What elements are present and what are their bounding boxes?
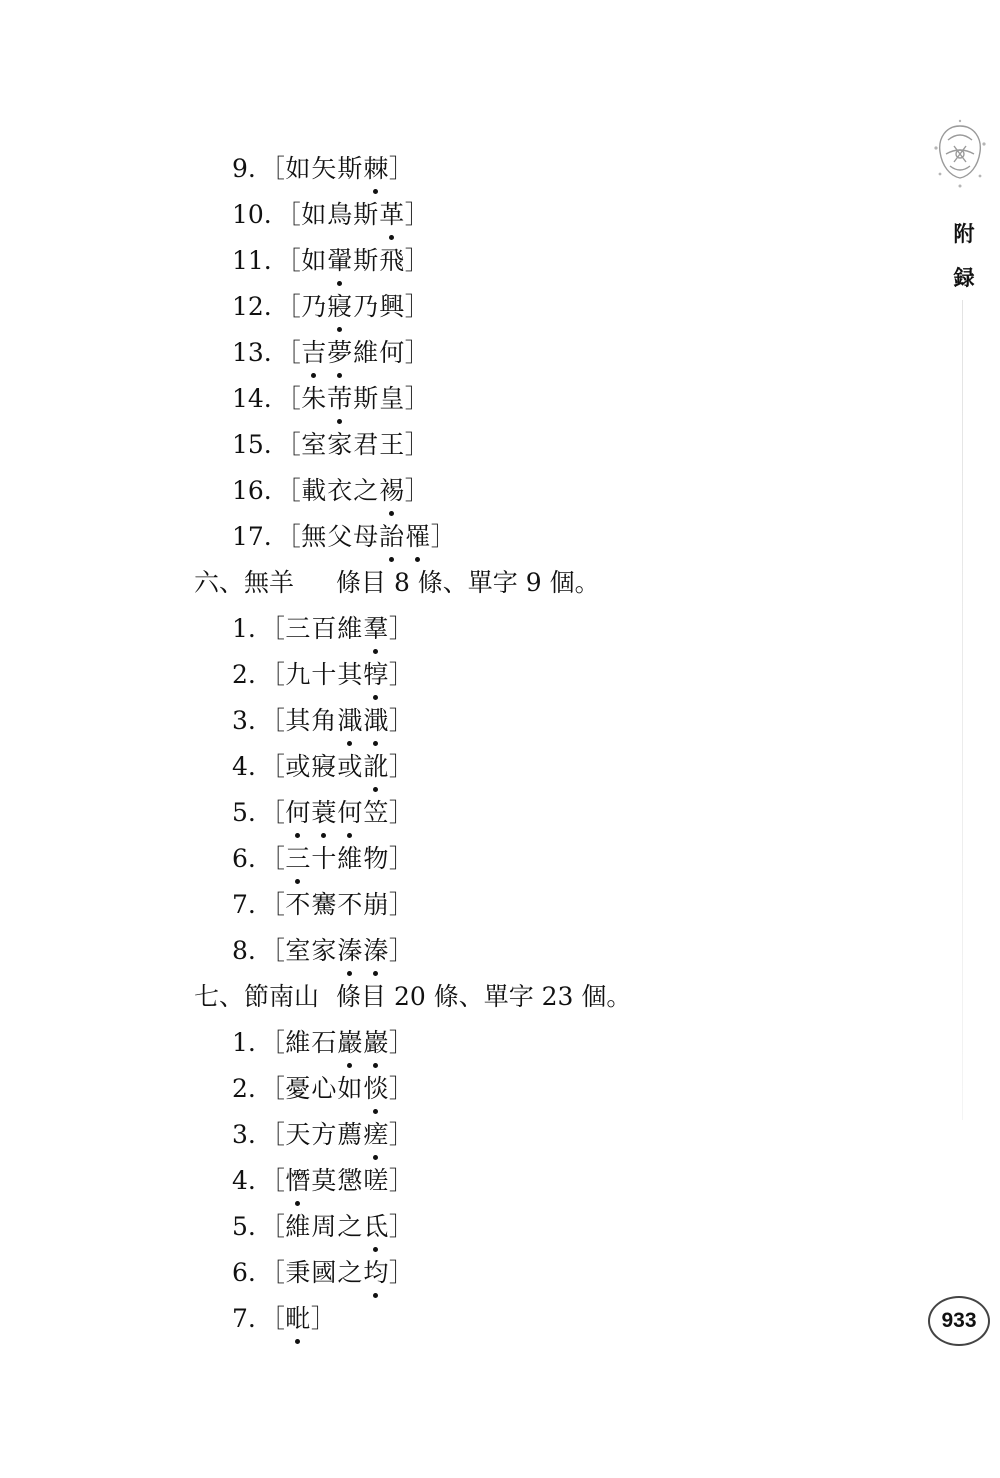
entry-item: [232, 744, 414, 790]
entry-number: 14.: [232, 384, 272, 413]
close-bracket: ］: [388, 154, 414, 183]
entry-phrase: [285, 928, 389, 974]
open-bracket: ［: [259, 706, 285, 735]
open-bracket: ［: [259, 614, 285, 643]
character: 周: [311, 1212, 337, 1241]
entry-number: 2.: [232, 660, 256, 689]
character: 薦: [337, 1120, 363, 1149]
close-bracket: ］: [430, 522, 456, 551]
marked-character: 訛: [363, 744, 389, 790]
character: 父: [327, 522, 353, 551]
close-bracket: ］: [388, 1212, 414, 1241]
character: 莫: [311, 1166, 337, 1195]
character: 九: [285, 660, 311, 689]
marked-character: 三: [285, 836, 311, 882]
character: 乃: [353, 292, 379, 321]
character: 之: [337, 1258, 363, 1287]
entry-number: 5.: [232, 1212, 256, 1241]
entry-number: 4.: [232, 752, 256, 781]
character: 維: [353, 338, 379, 367]
entry-phrase: [285, 744, 389, 790]
entry-phrase: [285, 698, 389, 744]
entry-item: [232, 1204, 414, 1250]
entry-item: [232, 882, 414, 928]
entry-phrase: [301, 422, 405, 468]
section-title: 七、節南山: [194, 982, 320, 1011]
marked-character: 詒: [379, 514, 405, 560]
entry-item: [232, 928, 414, 974]
character: 十: [311, 844, 337, 873]
marked-character: 巖: [363, 1020, 389, 1066]
open-bracket: ［: [259, 798, 285, 827]
character: 不: [285, 890, 311, 919]
entry-item: [232, 1250, 414, 1296]
open-bracket: ［: [275, 246, 301, 275]
entry-number: 6.: [232, 844, 256, 873]
character: 物: [363, 844, 389, 873]
character: 載: [301, 476, 327, 505]
entry-item: [232, 146, 414, 192]
character: 天: [285, 1120, 311, 1149]
marked-character: 憯: [285, 1158, 311, 1204]
entry-number: 15.: [232, 430, 272, 459]
entry-number: 7.: [232, 1304, 256, 1333]
character: 興: [379, 292, 405, 321]
entry-item: [232, 1066, 414, 1112]
entry-number: 4.: [232, 1166, 256, 1195]
marked-character: 寢: [327, 284, 353, 330]
character: 百: [311, 614, 337, 643]
entry-number: 5.: [232, 798, 256, 827]
entry-number: 7.: [232, 890, 256, 919]
entry-item: [232, 192, 430, 238]
marked-character: 溱: [363, 928, 389, 974]
close-bracket: ］: [388, 936, 414, 965]
character: 如: [337, 1074, 363, 1103]
entry-number: 1.: [232, 1028, 256, 1057]
marked-character: 惔: [363, 1066, 389, 1112]
character: 維: [285, 1212, 311, 1241]
entry-number: 8.: [232, 936, 256, 965]
character: 騫: [311, 890, 337, 919]
entry-item: [232, 698, 414, 744]
entry-phrase: [285, 1020, 389, 1066]
marked-character: 濈: [363, 698, 389, 744]
marked-character: 羣: [363, 606, 389, 652]
marked-character: 芾: [327, 376, 353, 422]
close-bracket: ］: [388, 706, 414, 735]
character: 心: [311, 1074, 337, 1103]
character: 角: [311, 706, 337, 735]
entry-phrase: [285, 1112, 389, 1158]
character: 乃: [301, 292, 327, 321]
character: 維: [337, 844, 363, 873]
entry-phrase: [285, 606, 389, 652]
open-bracket: ［: [259, 844, 285, 873]
character: 家: [327, 430, 353, 459]
open-bracket: ［: [275, 476, 301, 505]
character: 寢: [311, 752, 337, 781]
open-bracket: ［: [259, 890, 285, 919]
character: 不: [337, 890, 363, 919]
marked-character: 巖: [337, 1020, 363, 1066]
character: 衣: [327, 476, 353, 505]
entry-phrase: [285, 836, 389, 882]
character: 斯: [353, 384, 379, 413]
entry-number: 6.: [232, 1258, 256, 1287]
close-bracket: ］: [310, 1304, 336, 1333]
character: 如: [301, 200, 327, 229]
entry-item: [232, 1112, 414, 1158]
section-title: 六、無羊: [194, 568, 295, 597]
open-bracket: ［: [275, 430, 301, 459]
open-bracket: ［: [259, 752, 285, 781]
entry-phrase: [301, 468, 405, 514]
character: 如: [285, 154, 311, 183]
marked-character: 棘: [363, 146, 389, 192]
marked-character: 革: [379, 192, 405, 238]
close-bracket: ］: [388, 1166, 414, 1195]
character: 維: [337, 614, 363, 643]
close-bracket: ］: [388, 1028, 414, 1057]
entry-item: [232, 790, 414, 836]
character: 朱: [301, 384, 327, 413]
open-bracket: ［: [275, 522, 301, 551]
character: 皇: [379, 384, 405, 413]
character: 斯: [337, 154, 363, 183]
marked-character: 毗: [285, 1296, 311, 1342]
character: 其: [337, 660, 363, 689]
close-bracket: ］: [388, 1258, 414, 1287]
character: 飛: [379, 246, 405, 275]
character: 矢: [311, 154, 337, 183]
entry-number: 1.: [232, 614, 256, 643]
section-heading: [194, 974, 631, 1020]
close-bracket: ］: [404, 476, 430, 505]
close-bracket: ］: [404, 384, 430, 413]
close-bracket: ］: [404, 200, 430, 229]
entry-item: [232, 284, 430, 330]
entry-number: 9.: [232, 154, 256, 183]
character: 斯: [353, 200, 379, 229]
entry-item: [232, 376, 430, 422]
entry-item: [232, 238, 430, 284]
character: 三: [285, 614, 311, 643]
section-heading: [194, 560, 600, 606]
entry-phrase: [301, 192, 405, 238]
marked-character: 瘥: [363, 1112, 389, 1158]
character: 維: [285, 1028, 311, 1057]
entry-phrase: [285, 882, 389, 928]
entry-number: 12.: [232, 292, 272, 321]
character: 室: [285, 936, 311, 965]
entry-phrase: [301, 330, 405, 376]
seal-emblem: [926, 118, 994, 194]
close-bracket: ］: [388, 1120, 414, 1149]
page-number: 933: [928, 1296, 990, 1346]
character: 憂: [285, 1074, 311, 1103]
open-bracket: ［: [259, 936, 285, 965]
character: 之: [353, 476, 379, 505]
character: 笠: [363, 798, 389, 827]
marked-character: 蓑: [311, 790, 337, 836]
open-bracket: ［: [259, 1258, 285, 1287]
character: 嗟: [363, 1166, 389, 1195]
open-bracket: ［: [259, 1166, 285, 1195]
character: 或: [285, 752, 311, 781]
close-bracket: ］: [388, 752, 414, 781]
entry-item: [232, 606, 414, 652]
entry-item: [232, 652, 414, 698]
entry-number: 11.: [232, 246, 272, 275]
character: 國: [311, 1258, 337, 1287]
character: 秉: [285, 1258, 311, 1287]
close-bracket: ］: [404, 430, 430, 459]
entry-phrase: [301, 238, 405, 284]
close-bracket: ］: [388, 1074, 414, 1103]
character: 十: [311, 660, 337, 689]
entry-number: 10.: [232, 200, 272, 229]
entry-phrase: [285, 1066, 389, 1112]
character: 何: [379, 338, 405, 367]
entry-number: 3.: [232, 706, 256, 735]
character: 其: [285, 706, 311, 735]
entry-phrase: [285, 146, 389, 192]
entry-item: [232, 836, 414, 882]
open-bracket: ［: [259, 1212, 285, 1241]
entry-item: [232, 468, 430, 514]
margin-rule: [962, 300, 963, 1120]
marked-character: 濈: [337, 698, 363, 744]
entry-phrase: [285, 1250, 389, 1296]
side-label-1: 附: [953, 221, 975, 246]
open-bracket: ［: [275, 292, 301, 321]
character: 王: [379, 430, 405, 459]
close-bracket: ］: [404, 338, 430, 367]
character: 之: [337, 1212, 363, 1241]
entry-number: 2.: [232, 1074, 256, 1103]
entry-number: 16.: [232, 476, 272, 505]
open-bracket: ［: [259, 1120, 285, 1149]
entry-phrase: [301, 284, 405, 330]
entry-phrase: [285, 1296, 311, 1342]
marked-character: 氐: [363, 1204, 389, 1250]
entry-number: 13.: [232, 338, 272, 367]
open-bracket: ［: [259, 1028, 285, 1057]
character: 石: [311, 1028, 337, 1057]
side-label-2: 録: [953, 265, 975, 290]
open-bracket: ［: [259, 660, 285, 689]
open-bracket: ［: [275, 384, 301, 413]
entry-item: [232, 1296, 336, 1342]
close-bracket: ］: [404, 246, 430, 275]
close-bracket: ］: [404, 292, 430, 321]
close-bracket: ］: [388, 890, 414, 919]
entry-number: 3.: [232, 1120, 256, 1149]
character: 鳥: [327, 200, 353, 229]
entry-item: [232, 422, 430, 468]
character: 或: [337, 752, 363, 781]
character: 方: [311, 1120, 337, 1149]
marked-character: 均: [363, 1250, 389, 1296]
open-bracket: ［: [259, 1074, 285, 1103]
close-bracket: ］: [388, 844, 414, 873]
open-bracket: ［: [259, 154, 285, 183]
entry-item: [232, 514, 456, 560]
character: 斯: [353, 246, 379, 275]
section-count: 條目 8 條、單字 9 個。: [336, 568, 600, 597]
character: 崩: [363, 890, 389, 919]
entry-phrase: [301, 376, 405, 422]
marked-character: 夢: [327, 330, 353, 376]
entry-item: [232, 1158, 414, 1204]
section-count: 條目 20 條、單字 23 個。: [336, 982, 632, 1011]
character: 母: [353, 522, 379, 551]
marked-character: 吉: [301, 330, 327, 376]
entry-phrase: [285, 652, 389, 698]
close-bracket: ］: [388, 614, 414, 643]
marked-character: 裼: [379, 468, 405, 514]
character: 君: [353, 430, 379, 459]
character: 家: [311, 936, 337, 965]
entry-phrase: [285, 790, 389, 836]
entry-item: [232, 1020, 414, 1066]
open-bracket: ［: [275, 200, 301, 229]
entry-item: [232, 330, 430, 376]
marked-character: 罹: [405, 514, 431, 560]
entry-number: 17.: [232, 522, 272, 551]
character: 室: [301, 430, 327, 459]
close-bracket: ］: [388, 660, 414, 689]
character: 懲: [337, 1166, 363, 1195]
marked-character: 何: [337, 790, 363, 836]
close-bracket: ］: [388, 798, 414, 827]
entry-phrase: [285, 1158, 389, 1204]
entry-phrase: [301, 514, 431, 560]
entry-phrase: [285, 1204, 389, 1250]
character: 無: [301, 522, 327, 551]
marked-character: 翬: [327, 238, 353, 284]
open-bracket: ［: [275, 338, 301, 367]
open-bracket: ［: [259, 1304, 285, 1333]
marked-character: 何: [285, 790, 311, 836]
marked-character: 溱: [337, 928, 363, 974]
character: 如: [301, 246, 327, 275]
marked-character: 犉: [363, 652, 389, 698]
